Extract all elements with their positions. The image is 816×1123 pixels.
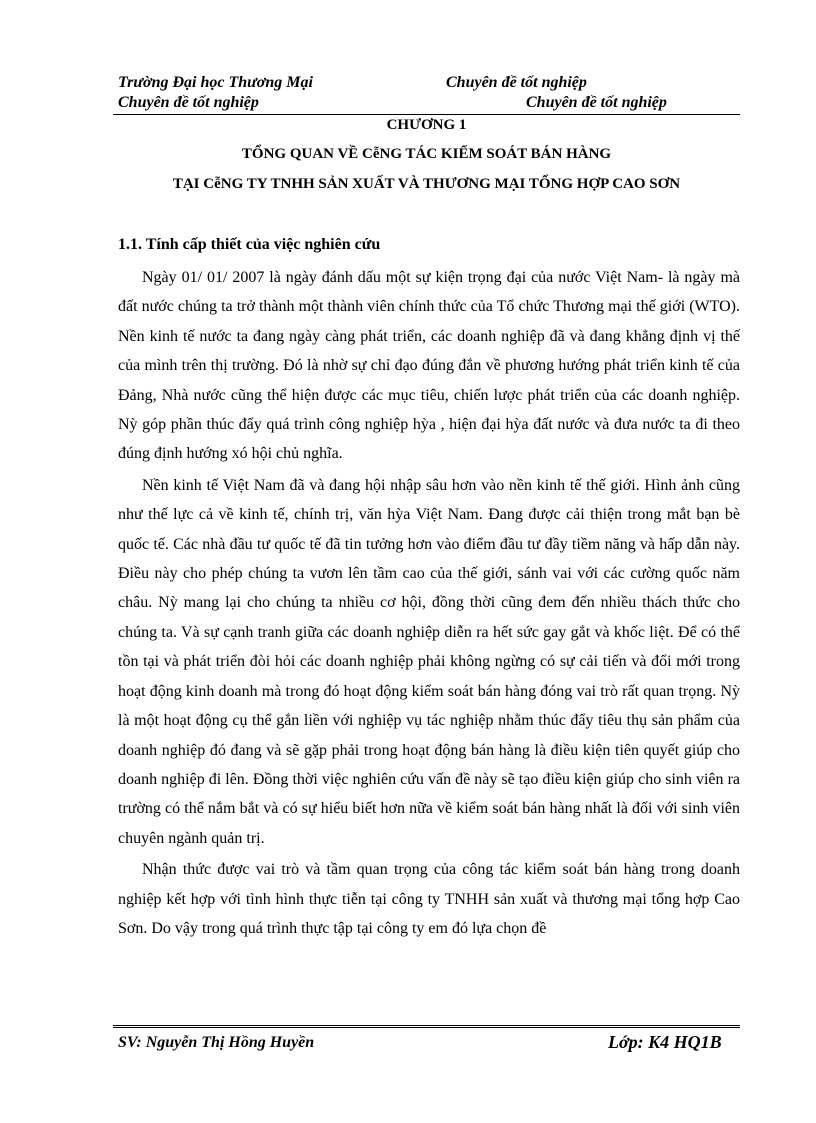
paragraph: Nền kinh tế Việt Nam đã và đang hội nhập sâu hơn vào nền kinh tế thế giới. Hình ảnh cũng như thế lực cả về kinh tế, chính trị, văn hỳa Việt Nam. Đang được cải thiện trong mắt bạn bè quốc tế. Các nhà đầu tư quốc tế đã tin tưởng hơn vào điểm đầu tư đầy tiềm năng và hấp dẫn này. Điều này cho phép chúng ta vươn lên tầm cao của thế giới, sánh vai với các cường quốc năm châu. Nỳ mang lại cho chúng ta nhiều cơ hội, đồng thời cũng đem đến nhiều thách thức cho chúng ta. Và sự cạnh tranh giữa các doanh nghiệp diễn ra hết sức gay gắt và khốc liệt. Để có thể tồn tại và phát triển đòi hỏi các doanh nghiệp phải không ngừng có sự cải tiến và đổi mới trong hoạt động kinh doanh mà trong đó hoạt động kiểm soát bán hàng đóng vai trò rất quan trọng. Nỳ là một hoạt động cụ thể gắn liền với nghiệp vụ tác nghiệp nhằm thúc đẩy tiêu thụ sản phẩm của doanh nghiệp đó đang và sẽ gặp phải trong hoạt động bán hàng là điều kiện tiên quyết giúp cho doanh nghiệp đi lên. Đồng thời việc nghiên cứu vấn đề này sẽ tạo điều kiện giúp cho sinh viên ra trường có thể nắm bắt và có sự hiểu biết hơn nữa về kiểm soát bán hàng nhất là đối với sinh viên chuyên ngành quản trị. [118,476,740,847]
footer-rule [113,1025,740,1028]
section-heading: 1.1. Tính cấp thiết của việc nghiên cứu [118,236,381,253]
chapter-title-line1: TỔNG QUAN VỀ CễNG TÁC KIỂM SOÁT BÁN HÀNG [241,146,612,162]
section-body [118,263,740,945]
chapter-title-line2: TẠI CễNG TY TNHH SẢN XUẤT VÀ THƯƠNG MẠI TỔNG HỢP CAO SƠN [172,176,681,192]
paragraph: Nhận thức được vai trò và tầm quan trọng của công tác kiểm soát bán hàng trong doanh nghiệp kết hợp với tình hình thực tiễn tại công ty TNHH sản xuất và thương mại tổng hợp Cao Sơn. Do vậy trong quá trình thực tập tại công ty em đó lựa chọn đề [118,861,740,937]
header-rule [113,114,740,115]
header-school: Trường Đại học Thương Mại [118,74,313,91]
header-topic: Chuyên đề tốt nghiệp [446,74,587,91]
footer-class: Lớp: K4 HQ1B [608,1032,722,1052]
header-topic: Chuyên đề tốt nghiệp [118,94,259,111]
chapter-number: CHƯƠNG 1 [386,117,467,133]
paragraph: Ngày 01/ 01/ 2007 là ngày đánh dấu một sự kiện trọng đại của nước Việt Nam- là ngày mà đất nước chúng ta trở thành một thành viên chính thức của Tổ chức Thương mại thế giới (WTO). Nền kinh tế nước ta đang ngày càng phát triển, các doanh nghiệp đã và đang khẳng định vị thế của mình trên thị trường. Đó là nhờ sự chỉ đạo đúng đắn về phương hướng phát triển kinh tế của Đảng, Nhà nước cũng thể hiện được các mục tiêu, chiến lược phát triển của các doanh nghiệp. Nỳ góp phần thúc đẩy quá trình công nghiệp hỳa , hiện đại hỳa đất nước và đưa nước ta đi theo đúng định hướng xó hội chủ nghĩa. [118,269,740,463]
header-topic: Chuyên đề tốt nghiệp [526,94,667,111]
footer-student: SV: Nguyễn Thị Hồng Huyền [118,1034,315,1051]
